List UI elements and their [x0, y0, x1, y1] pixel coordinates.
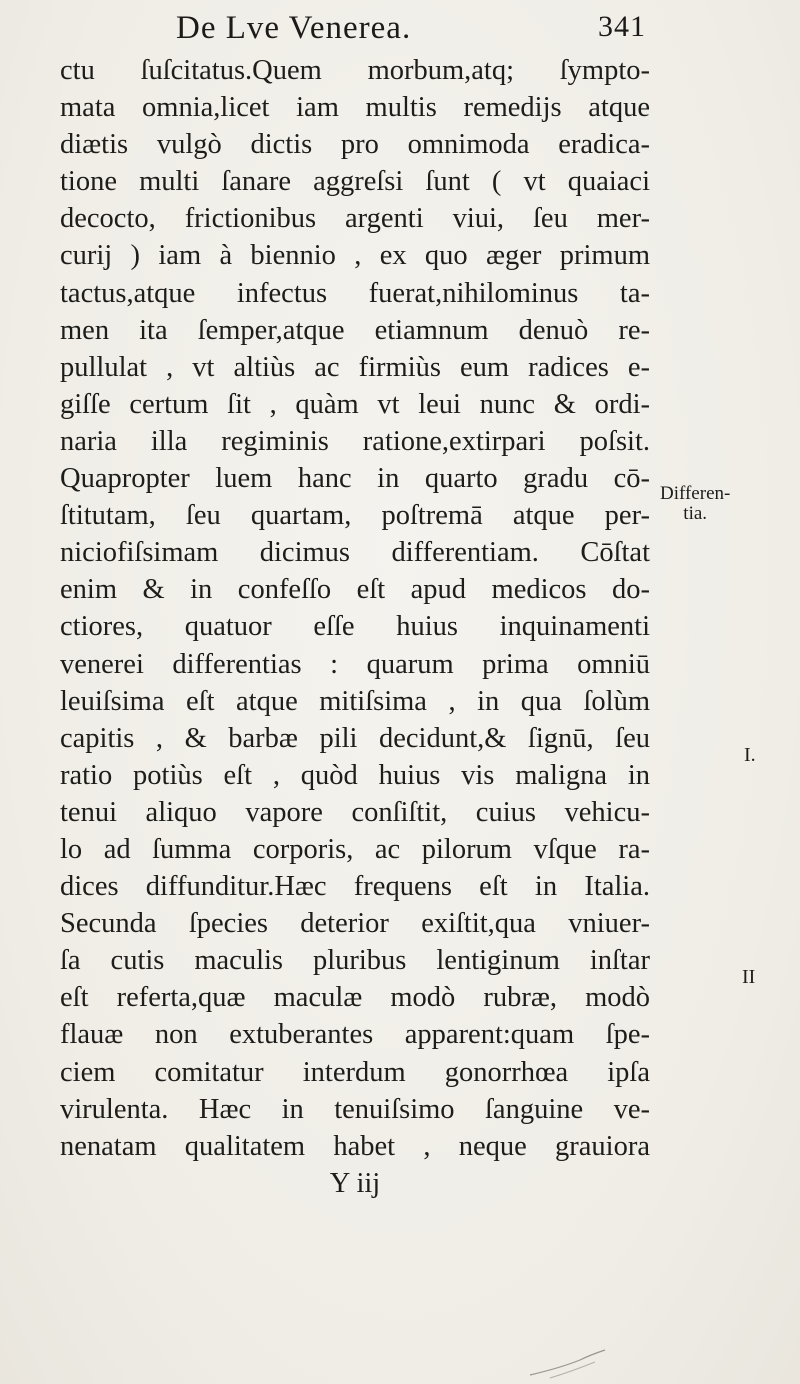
running-title: De Lve Venerea. — [176, 10, 412, 46]
running-head — [176, 10, 646, 50]
text-line: niciofiſsimam dicimus differentiam. Cōſtat — [60, 537, 650, 569]
text-line: tione multi ſanare aggreſsi ſunt ( vt quaiaci — [60, 166, 650, 198]
margin-note-first: I. — [744, 744, 756, 766]
text-line: venerei differentias : quarum prima omniū — [60, 648, 650, 680]
margin-note-differentia-line1: Differen- — [660, 483, 731, 504]
text-line: ciem comitatur interdum gonorrhœa ipſa — [60, 1056, 650, 1088]
text-line: virulenta. Hæc in tenuiſsimo ſanguine ve- — [60, 1093, 650, 1125]
text-line: decocto, frictionibus argenti viui, ſeu mer- — [60, 203, 650, 235]
text-line: Secunda ſpecies deterior exiſtit,qua vniuer- — [60, 908, 650, 940]
text-line: capitis , & barbæ pili decidunt,& ſignū, ſeu — [60, 722, 650, 754]
text-line: naria illa regiminis ratione,extirpari poſsit. — [60, 425, 650, 457]
page-number: 341 — [598, 10, 646, 43]
text-line: ctu ſuſcitatus.Quem morbum,atq; ſympto- — [60, 55, 650, 86]
margin-note-differentia-line2: tia. — [683, 503, 708, 524]
text-line: ſtitutam, ſeu quartam, poſtremā atque per- — [60, 500, 650, 532]
text-line: flauæ non extuberantes apparent:quam ſpe- — [60, 1019, 650, 1051]
text-line: mata omnia,licet iam multis remedijs atque — [60, 92, 650, 124]
text-line: lo ad ſumma corporis, ac pilorum vſque ra- — [60, 833, 650, 865]
text-line: eſt referta,quæ maculæ modò rubræ, modò — [60, 982, 650, 1014]
catchword: Y iij — [329, 1167, 381, 1199]
ink-smudge-icon — [520, 1340, 620, 1380]
text-line: ctiores, quatuor eſſe huius inquinamenti — [60, 611, 650, 643]
text-line: ratio potiùs eſt , quòd huius vis maligna in — [60, 759, 650, 791]
text-line: dices diffunditur.Hæc frequens eſt in Italia. — [60, 871, 650, 903]
text-line: giſſe certum ſit , quàm vt leui nunc & ordi- — [60, 388, 650, 420]
margin-note-differentia — [660, 484, 730, 524]
margin-note-second: II — [742, 966, 756, 988]
text-line: men ita ſemper,atque etiamnum denuò re- — [60, 314, 650, 346]
text-line: enim & in confeſſo eſt apud medicos do- — [60, 574, 650, 606]
text-line: diætis vulgò dictis pro omnimoda eradica- — [60, 129, 650, 161]
text-line: tactus,atque infectus fuerat,nihilominus ta- — [60, 277, 650, 309]
text-line: pullulat , vt altiùs ac firmiùs eum radices e- — [60, 351, 650, 383]
text-line: Quapropter luem hanc in quarto gradu cō- — [60, 463, 650, 495]
text-line: curij ) iam à biennio , ex quo æger primum — [60, 240, 650, 272]
body-text — [60, 52, 650, 1202]
text-line: tenui aliquo vapore conſiſtit, cuius vehicu- — [60, 796, 650, 828]
text-line: leuiſsima eſt atque mitiſsima , in qua ſolùm — [60, 685, 650, 717]
text-line: nenatam qualitatem habet , neque grauiora — [60, 1130, 650, 1162]
text-line: ſa cutis maculis pluribus lentiginum inſtar — [60, 945, 650, 977]
